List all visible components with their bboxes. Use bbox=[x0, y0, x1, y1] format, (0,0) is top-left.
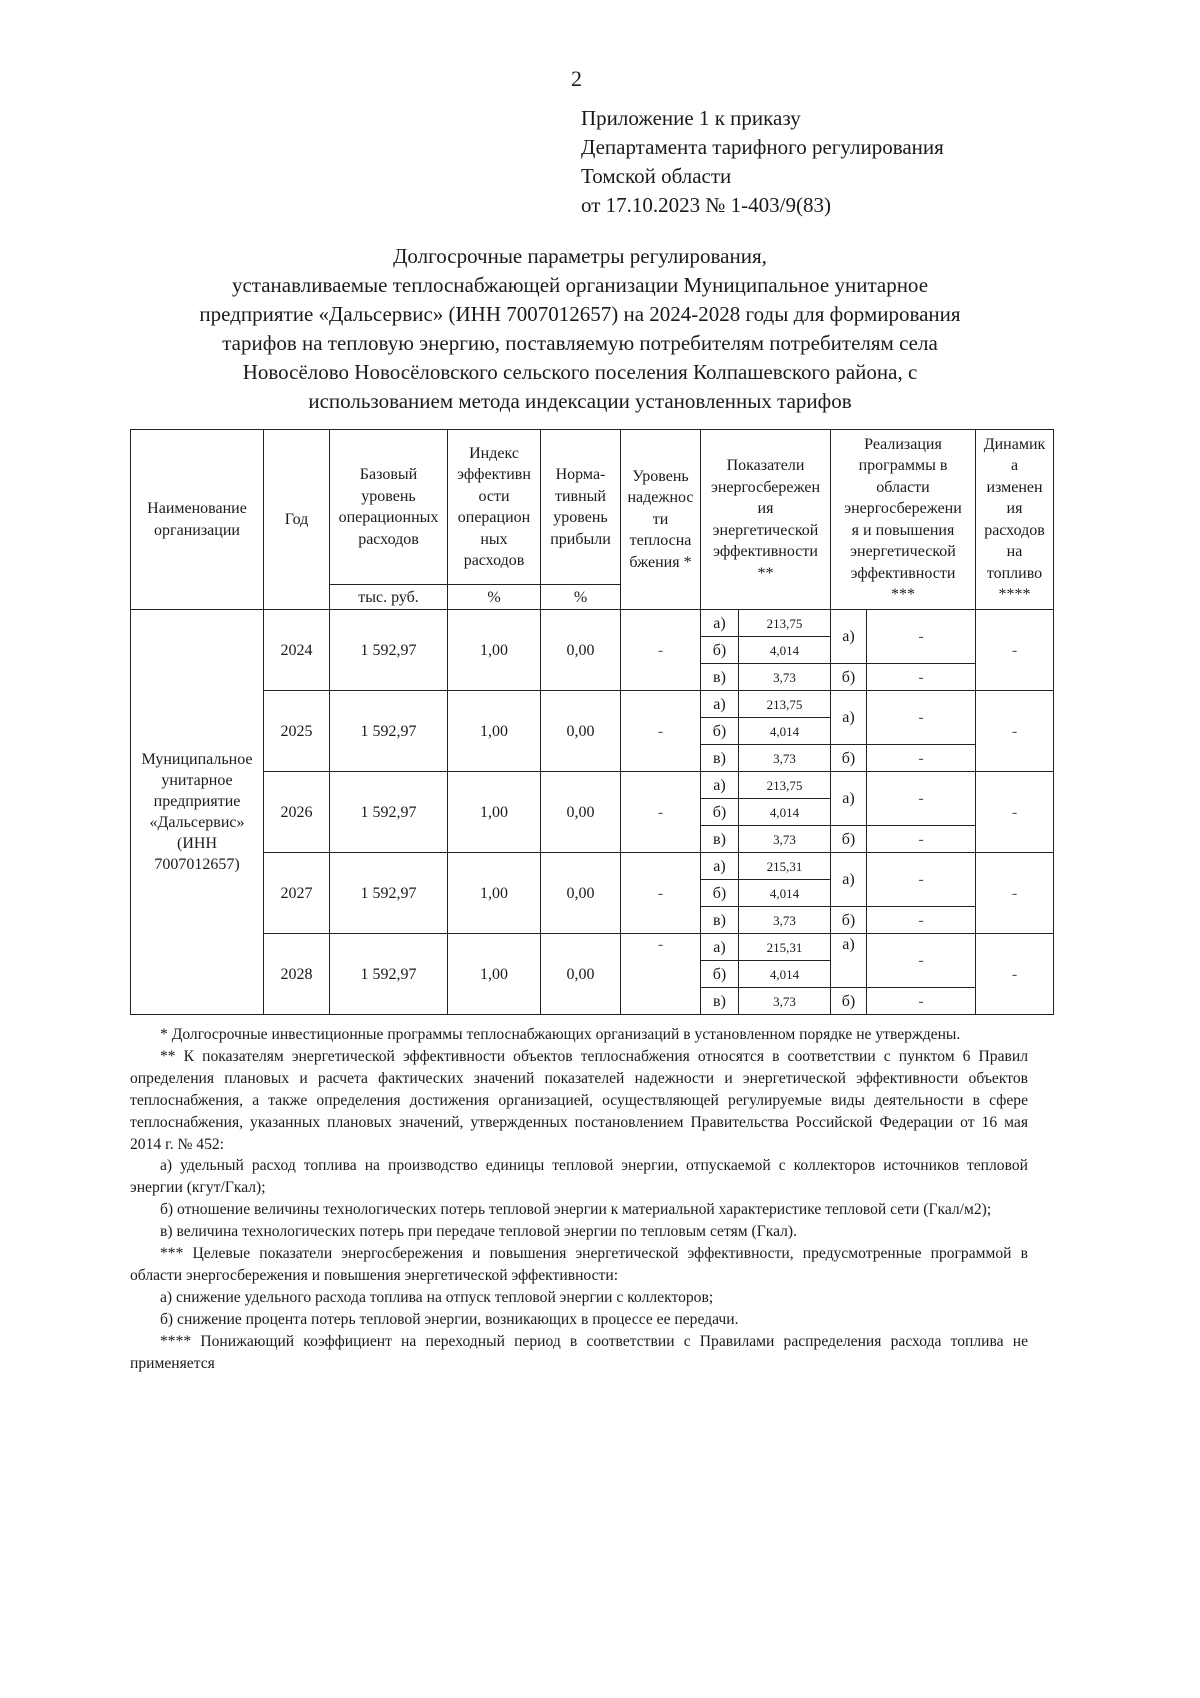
cell-line: программы в bbox=[858, 457, 948, 474]
normative-profit-cell: 0,00 bbox=[541, 772, 621, 853]
energy-value-b: 4,014 bbox=[739, 718, 831, 745]
cell-line: уровень bbox=[553, 509, 608, 526]
year-cell: 2024 bbox=[264, 610, 330, 691]
efficiency-index-cell: 1,00 bbox=[448, 853, 541, 934]
reliability-cell: - bbox=[621, 691, 701, 772]
energy-value-c: 3,73 bbox=[739, 826, 831, 853]
energy-value-a: 213,75 bbox=[739, 772, 831, 799]
energy-value-c: 3,73 bbox=[739, 745, 831, 772]
energy-label-b: б) bbox=[701, 718, 739, 745]
energy-label-b: б) bbox=[701, 961, 739, 988]
efficiency-index-cell: 1,00 bbox=[448, 934, 541, 1015]
title-line: устанавливаемые теплоснабжающей организации Муниципальное унитарное bbox=[231, 273, 929, 297]
header-normative-profit bbox=[541, 430, 621, 585]
efficiency-index-cell: 1,00 bbox=[448, 772, 541, 853]
efficiency-index-cell: 1,00 bbox=[448, 691, 541, 772]
program-label-b: б) bbox=[831, 826, 867, 853]
program-label-b: б) bbox=[831, 988, 867, 1015]
cell-line: надежнос bbox=[627, 489, 694, 507]
header-fuel-dynamics bbox=[976, 430, 1054, 610]
footnote: б) отношение величины технологических потерь тепловой энергии к материальной характеристике тепловой сети (Гкал/м2); bbox=[160, 1201, 992, 1219]
cell-line: операционных bbox=[338, 509, 439, 526]
cell-line: (ИНН bbox=[177, 835, 217, 852]
cell-line: Динамик bbox=[983, 435, 1046, 453]
title-line: Новосёлово Новосёловского сельского поселения Колпашевского района, с bbox=[242, 360, 918, 384]
header-reliability bbox=[621, 430, 701, 610]
program-label-a: а) bbox=[831, 772, 867, 826]
cell-line: прибыли bbox=[550, 530, 611, 548]
title-line: использованием метода индексации установленных тарифов bbox=[308, 389, 852, 413]
cell-line: расходов bbox=[463, 552, 525, 569]
reliability-cell: - bbox=[621, 934, 701, 1015]
energy-value-a: 215,31 bbox=[739, 853, 831, 880]
energy-label-c: в) bbox=[701, 907, 739, 934]
organization-name bbox=[131, 610, 264, 1015]
cell-line: ** bbox=[757, 564, 774, 582]
cell-line: энергетической bbox=[712, 521, 819, 539]
energy-value-b: 4,014 bbox=[739, 637, 831, 664]
cell-line: организации bbox=[154, 521, 240, 539]
appendix-line: Приложение 1 к приказу bbox=[581, 106, 801, 130]
energy-value-c: 3,73 bbox=[739, 907, 831, 934]
energy-label-b: б) bbox=[701, 637, 739, 664]
program-value-b: - bbox=[867, 664, 976, 691]
cell-line: Уровень bbox=[632, 467, 689, 485]
reliability-cell: - bbox=[621, 610, 701, 691]
header-organization bbox=[131, 430, 264, 610]
cell-line: эффективности bbox=[713, 543, 818, 560]
energy-value-b: 4,014 bbox=[739, 799, 831, 826]
normative-profit-cell: 0,00 bbox=[541, 853, 621, 934]
cell-line: 7007012657) bbox=[154, 856, 240, 873]
header-base-opex bbox=[330, 430, 448, 585]
energy-label-c: в) bbox=[701, 664, 739, 691]
cell-line: ия bbox=[1006, 500, 1023, 517]
energy-label-c: в) bbox=[701, 826, 739, 853]
cell-line: области bbox=[876, 478, 930, 496]
cell-line: топливо bbox=[986, 564, 1043, 582]
header-year bbox=[264, 430, 330, 610]
footnote: **** Понижающий коэффициент на переходный период в соответствии с Правилами распределения расхода топлива не применяется bbox=[130, 1332, 1028, 1372]
cell-line: теплосна bbox=[629, 532, 692, 550]
unit-normative-profit: % bbox=[541, 585, 621, 610]
normative-profit-cell: 0,00 bbox=[541, 610, 621, 691]
cell-line: Муниципальное bbox=[141, 751, 253, 768]
parameters-table bbox=[130, 429, 1054, 1015]
base-opex-cell: 1 592,97 bbox=[330, 934, 448, 1015]
program-label-a: а) bbox=[831, 691, 867, 745]
cell-line: а bbox=[1010, 457, 1019, 474]
year-cell: 2025 bbox=[264, 691, 330, 772]
reliability-cell: - bbox=[621, 853, 701, 934]
footnotes bbox=[130, 1024, 1028, 1375]
energy-value-c: 3,73 bbox=[739, 664, 831, 691]
program-value-b: - bbox=[867, 745, 976, 772]
program-value-a: - bbox=[867, 853, 976, 907]
energy-value-b: 4,014 bbox=[739, 961, 831, 988]
cell-line: Базовый bbox=[359, 466, 418, 483]
efficiency-index-cell: 1,00 bbox=[448, 610, 541, 691]
cell-line: изменен bbox=[986, 478, 1043, 496]
cell-line: Норма- bbox=[555, 466, 606, 483]
cell-line: на bbox=[1006, 543, 1023, 560]
appendix-block bbox=[581, 104, 944, 220]
program-value-a: - bbox=[867, 772, 976, 826]
year-cell: 2028 bbox=[264, 934, 330, 1015]
energy-label-a: а) bbox=[701, 610, 739, 637]
cell-line: расходов bbox=[358, 530, 419, 548]
cell-line: ти bbox=[652, 510, 669, 528]
cell-line: **** bbox=[998, 586, 1031, 603]
cell-line: предприятие bbox=[153, 793, 241, 810]
cell-line: эффективн bbox=[457, 466, 531, 483]
program-label-b: б) bbox=[831, 664, 867, 691]
energy-value-b: 4,014 bbox=[739, 880, 831, 907]
fuel-dynamics-cell: - bbox=[976, 934, 1054, 1015]
footnote: *** Целевые показатели энергосбережения и повышения энергетической эффективности, предусмотренные программой в области энергосбережения и повышения энергетической эффективности: bbox=[130, 1245, 1028, 1284]
cell-line: бжения * bbox=[629, 553, 692, 571]
fuel-dynamics-cell: - bbox=[976, 691, 1054, 772]
energy-value-a: 215,31 bbox=[739, 934, 831, 961]
cell-line: Наименование bbox=[147, 500, 247, 517]
energy-value-a: 213,75 bbox=[739, 610, 831, 637]
energy-label-b: б) bbox=[701, 799, 739, 826]
cell-line: Показатели bbox=[726, 457, 805, 474]
energy-label-c: в) bbox=[701, 745, 739, 772]
cell-line: уровень bbox=[361, 487, 416, 505]
cell-line: энергосбережени bbox=[844, 500, 962, 517]
cell-line: Реализация bbox=[864, 435, 942, 453]
cell-line: энергосбережен bbox=[710, 478, 821, 496]
normative-profit-cell: 0,00 bbox=[541, 934, 621, 1015]
fuel-dynamics-cell: - bbox=[976, 610, 1054, 691]
program-label-a: а) bbox=[831, 934, 867, 988]
cell-line: расходов bbox=[984, 521, 1045, 539]
energy-label-a: а) bbox=[701, 691, 739, 718]
cell-line: «Дальсервис» bbox=[149, 814, 245, 831]
cell-line: операцион bbox=[457, 509, 531, 526]
cell-line: я и повышения bbox=[851, 521, 955, 539]
title-line: предприятие «Дальсервис» (ИНН 7007012657) на 2024-2028 годы для формирования bbox=[199, 302, 961, 326]
base-opex-cell: 1 592,97 bbox=[330, 691, 448, 772]
footnote: а) удельный расход топлива на производство единицы тепловой энергии, отпускаемой с коллекторов источников тепловой энергии (кгут/Гкал); bbox=[130, 1157, 1028, 1197]
footnote: в) величина технологических потерь при передаче тепловой энергии по тепловым сетям (Гкал). bbox=[160, 1223, 797, 1241]
normative-profit-cell: 0,00 bbox=[541, 691, 621, 772]
program-label-b: б) bbox=[831, 745, 867, 772]
cell-line: тивный bbox=[555, 487, 606, 505]
title-line: Долгосрочные параметры регулирования, bbox=[393, 244, 767, 268]
header-program-implementation bbox=[831, 430, 976, 610]
cell-line: *** bbox=[891, 586, 915, 603]
fuel-dynamics-cell: - bbox=[976, 853, 1054, 934]
footnote: б) снижение процента потерь тепловой энергии, возникающих в процессе ее передачи. bbox=[160, 1310, 739, 1328]
cell-line: эффективности bbox=[850, 564, 956, 582]
document-title bbox=[130, 242, 1030, 416]
appendix-line: Томской области bbox=[581, 164, 732, 188]
footnote: ** К показателям энергетической эффективности объектов теплоснабжения относятся в соответствии с пунктом 6 Правил определения плановых и расчета фактических значений показателей надежности и энергетической эффективности объектов теплоснабжения, а также определения достижения организацией, осуществляющей регулируемые виды деятельности в сфере теплоснабжения, указанных плановых значений, утвержденных постановлением Правительства Российской Федерации от 16 мая 2014 г. № 452: bbox=[130, 1047, 1028, 1153]
program-label-a: а) bbox=[831, 853, 867, 907]
cell-line: ости bbox=[478, 487, 510, 505]
energy-label-c: в) bbox=[701, 988, 739, 1015]
appendix-line: Департамента тарифного регулирования bbox=[581, 135, 944, 159]
appendix-line: от 17.10.2023 № 1-403/9(83) bbox=[581, 193, 832, 217]
footnote: а) снижение удельного расхода топлива на отпуск тепловой энергии с коллекторов; bbox=[160, 1288, 714, 1306]
program-value-b: - bbox=[867, 988, 976, 1015]
base-opex-cell: 1 592,97 bbox=[330, 853, 448, 934]
energy-value-c: 3,73 bbox=[739, 988, 831, 1015]
energy-label-b: б) bbox=[701, 880, 739, 907]
header-efficiency-index bbox=[448, 430, 541, 585]
title-line: тарифов на тепловую энергию, поставляемую потребителям потребителям села bbox=[222, 331, 938, 355]
cell-line: ных bbox=[480, 530, 508, 548]
reliability-cell: - bbox=[621, 772, 701, 853]
fuel-dynamics-cell: - bbox=[976, 772, 1054, 853]
unit-efficiency-index: % bbox=[448, 585, 541, 610]
program-value-b: - bbox=[867, 826, 976, 853]
program-value-a: - bbox=[867, 934, 976, 988]
program-label-b: б) bbox=[831, 907, 867, 934]
program-value-a: - bbox=[867, 691, 976, 745]
cell-line: энергетической bbox=[850, 543, 956, 560]
energy-label-a: а) bbox=[701, 934, 739, 961]
cell-line: унитарное bbox=[161, 772, 233, 789]
year-cell: 2026 bbox=[264, 772, 330, 853]
energy-value-a: 213,75 bbox=[739, 691, 831, 718]
footnote: * Долгосрочные инвестиционные программы теплоснабжающих организаций в установленном порядке не утверждены. bbox=[160, 1026, 961, 1043]
cell-line: ия bbox=[757, 500, 774, 517]
header-energy-indicators bbox=[701, 430, 831, 610]
base-opex-cell: 1 592,97 bbox=[330, 610, 448, 691]
program-label-a: а) bbox=[831, 610, 867, 664]
base-opex-cell: 1 592,97 bbox=[330, 772, 448, 853]
page-number: 2 bbox=[571, 66, 582, 91]
cell-line: Год bbox=[284, 510, 309, 528]
year-cell: 2027 bbox=[264, 853, 330, 934]
energy-label-a: а) bbox=[701, 772, 739, 799]
program-value-a: - bbox=[867, 610, 976, 664]
unit-base-opex: тыс. руб. bbox=[330, 585, 448, 610]
energy-label-a: а) bbox=[701, 853, 739, 880]
program-value-b: - bbox=[867, 907, 976, 934]
cell-line: Индекс bbox=[469, 444, 519, 462]
